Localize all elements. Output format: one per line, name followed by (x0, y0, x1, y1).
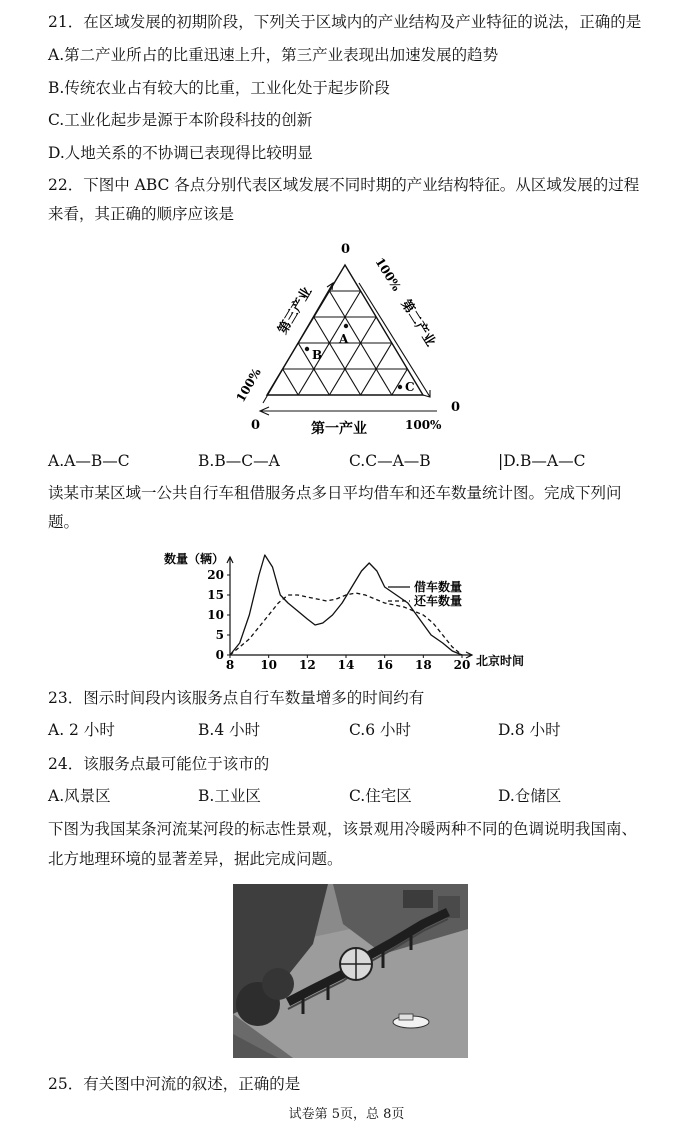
x-tick-label: 10 (260, 658, 278, 672)
y-tick-label: 10 (207, 608, 224, 622)
top-zero-label: 0 (341, 242, 351, 257)
q23-stem: 23．图示时间段内该服务点自行车数量增多的时间约有 (48, 689, 425, 707)
q23-option-a: A. 2 小时 (48, 721, 115, 739)
x-tick-label: 20 (453, 658, 471, 672)
q24-option-b: B.工业区 (198, 787, 261, 805)
q21-option-d: D.人地关系的不协调已表现得比较明显 (48, 144, 313, 162)
x-tick-label: 16 (376, 658, 394, 672)
chart-ylabel: 数量（辆） (164, 552, 225, 566)
chart-xlabel: 北京时间 (476, 654, 525, 668)
q21-option-c: C.工业化起步是源于本阶段科技的创新 (48, 111, 313, 129)
river-intro-line2: 北方地理环境的显著差异，据此完成问题。 (48, 850, 343, 868)
bottom-100-label: 100% (405, 418, 442, 432)
point-c-dot (398, 385, 402, 389)
q22-option-d: |D.B—A—C (498, 452, 586, 470)
page-footer: 试卷第 5页，总 8页 (288, 1107, 405, 1122)
point-b-label: B (312, 348, 323, 362)
point-c-label: C (405, 380, 415, 394)
q24-option-c: C.住宅区 (349, 787, 412, 805)
x-tick-label: 12 (298, 658, 316, 672)
right-100-label: 100% (372, 255, 404, 294)
industry-triangle-diagram (225, 235, 475, 445)
y-tick-label: 5 (215, 628, 224, 642)
y-tick-label: 20 (207, 568, 224, 582)
river-intro-line1: 下图为我国某条河流某河段的标志性景观，该景观用冷暖两种不同的色调说明我国南、 (48, 820, 638, 838)
primary-axis-label: 第一产业 (311, 421, 367, 437)
y-tick-label: 15 (207, 588, 224, 602)
q24-option-d: D.仓储区 (498, 787, 562, 805)
secondary-axis-label: 第二产业 (397, 297, 438, 350)
chart-legend (388, 579, 462, 608)
x-tick-label: 8 (225, 658, 235, 672)
q21-stem: 21．在区域发展的初期阶段，下列关于区域内的产业结构及产业特征的说法，正确的是 (48, 13, 642, 31)
tertiary-axis-label: 第三产业 (275, 284, 316, 338)
y-tick-label: 0 (215, 648, 224, 662)
bike-intro-line1: 读某市某区域一公共自行车租借服务点多日平均借车和还车数量统计图。完成下列问 (48, 484, 622, 502)
q22-option-a: A.A—B—C (48, 452, 130, 470)
point-b-dot (305, 347, 309, 351)
q25-stem: 25．有关图中河流的叙述，正确的是 (48, 1075, 301, 1093)
left-100-label: 100% (233, 365, 264, 405)
q22-stem-line2: 来看，其正确的顺序应该是 (48, 205, 235, 223)
q21-option-b: B.传统农业占有较大的比重，工业化处于起步阶段 (48, 79, 390, 97)
river-landmark-photo (233, 884, 468, 1058)
legend-borrow-label: 借车数量 (414, 580, 463, 594)
q22-stem-line1: 22．下图中 ABC 各点分别代表区域发展不同时期的产业结构特征。从区域发展的过程 (48, 176, 640, 194)
legend-return-label: 还车数量 (414, 594, 463, 608)
x-tick-label: 18 (414, 658, 432, 672)
q23-option-b: B.4 小时 (198, 721, 261, 739)
q24-stem: 24．该服务点最可能位于该市的 (48, 755, 270, 773)
q22-option-b: B.B—C—A (198, 452, 280, 470)
point-a-label: A (339, 332, 349, 346)
q22-option-c: C.C—A—B (349, 452, 431, 470)
q21-option-a: A.第二产业所占的比重迅速上升，第三产业表现出加速发展的趋势 (48, 46, 499, 64)
q24-option-a: A.风景区 (48, 787, 111, 805)
bike-intro-line2: 题。 (48, 513, 80, 531)
right-zero-label: 0 (451, 400, 461, 415)
q23-option-d: D.8 小时 (498, 721, 561, 739)
bottom-left-zero-label: 0 (251, 418, 261, 433)
q23-option-c: C.6 小时 (349, 721, 412, 739)
bike-rental-chart (160, 545, 540, 675)
x-tick-label: 14 (337, 658, 355, 672)
point-a-dot (344, 324, 348, 328)
